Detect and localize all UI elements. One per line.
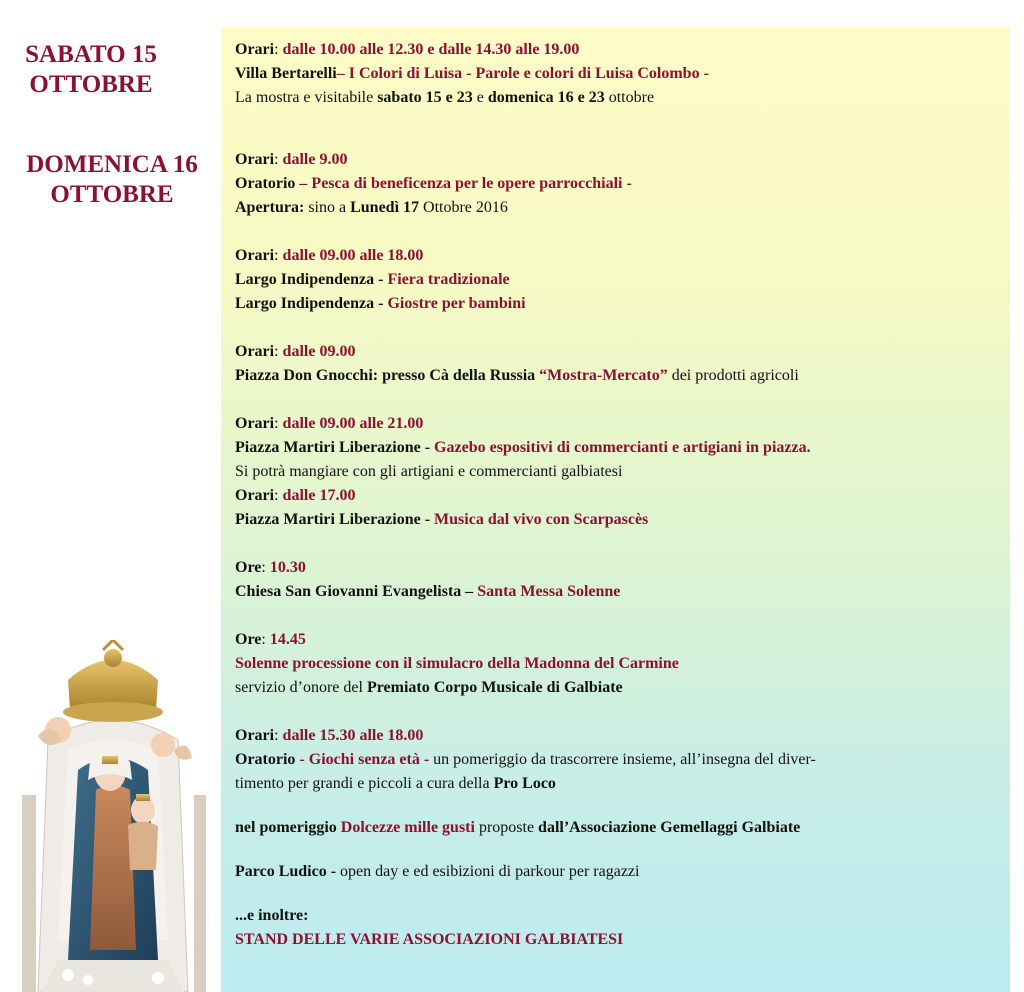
event-line xyxy=(235,172,1010,196)
note-bold: Lunedì 17 xyxy=(350,199,420,216)
note-bold: Premiato Corpo Musicale di Galbiate xyxy=(366,679,623,696)
inoltre-label: ...e inoltre: xyxy=(235,907,309,924)
orari-value: dalle 15.30 alle 18.00 xyxy=(282,727,424,744)
madonna-statue-image xyxy=(8,640,218,992)
ore-label: Ore xyxy=(235,631,262,648)
stand-title: STAND DELLE VARIE ASSOCIAZIONI GALBIATESI xyxy=(235,931,624,948)
note-text: proposte xyxy=(474,819,539,836)
event-note xyxy=(235,772,1010,796)
note-text: e xyxy=(472,89,488,106)
note-bold: domenica 16 e 23 xyxy=(487,89,605,106)
event-title: “Mostra-Mercato” xyxy=(539,367,668,384)
event-place: Parco Ludico - xyxy=(235,863,337,880)
event-place: Oratorio xyxy=(235,175,296,192)
note-text: servizio d’onore del xyxy=(235,679,367,696)
event-place: Oratorio xyxy=(235,751,296,768)
day-heading-line: OTTOBRE xyxy=(50,181,174,208)
event-title: Giostre per bambini xyxy=(387,295,526,312)
event-note xyxy=(235,196,1010,220)
orari-label: Orari xyxy=(235,487,275,504)
event-title: Santa Messa Solenne xyxy=(477,583,621,600)
note-text: La mostra e visitabile xyxy=(235,89,378,106)
note-bold: dall’Associazione Gemellaggi Galbiate xyxy=(538,819,801,836)
orari-value: dalle 17.00 xyxy=(282,487,356,504)
note-text: Si potrà mangiare con gli artigiani e commercianti galbiatesi xyxy=(235,463,623,480)
schedule-line: Orari: dalle 09.00 xyxy=(235,343,356,360)
event-title: – I Colori di Luisa - Parole e colori di Luisa Colombo - xyxy=(336,65,709,82)
event-place: Villa Bertarelli xyxy=(235,65,337,82)
note-bold: sabato 15 e 23 xyxy=(377,89,473,106)
day-heading-line: DOMENICA 16 xyxy=(26,151,198,178)
event-note xyxy=(235,86,1010,110)
event-title: Solenne processione con il simulacro della Madonna del Carmine xyxy=(235,655,679,672)
event-line xyxy=(235,904,1010,928)
event-line xyxy=(235,748,1010,772)
note-text: Ottobre 2016 xyxy=(419,199,508,216)
note-text: open day e ed esibizioni di parkour per ragazzi xyxy=(336,863,640,880)
event-line xyxy=(235,364,1010,388)
day-heading-line: OTTOBRE xyxy=(29,71,153,98)
schedule-line: Ore: 10.30 xyxy=(235,559,306,576)
note-text: sino a xyxy=(304,199,351,216)
note-text: ottobre xyxy=(604,89,655,106)
day-heading-sunday xyxy=(6,150,218,210)
orari-label: Orari xyxy=(235,727,275,744)
orari-value: dalle 10.00 alle 12.30 e dalle 14.30 alle 19.00 xyxy=(282,41,580,58)
event-line xyxy=(235,652,1010,676)
event-note xyxy=(235,460,1010,484)
event-line: Largo Indipendenza - Giostre per bambini xyxy=(235,295,526,312)
orari-value: dalle 09.00 alle 18.00 xyxy=(282,247,424,264)
apertura-label: Apertura: xyxy=(235,199,305,216)
event-title: Musica dal vivo con Scarpascès xyxy=(434,511,649,528)
orari-label: Orari xyxy=(235,41,275,58)
day-heading-line: SABATO 15 xyxy=(25,41,157,68)
day-heading-saturday xyxy=(6,40,176,100)
event-line: Chiesa San Giovanni Evangelista – Santa Messa Solenne xyxy=(235,583,621,600)
event-line: Piazza Martiri Liberazione - Gazebo espositivi di commercianti e artigiani in piazza. xyxy=(235,439,811,456)
event-note xyxy=(235,676,1010,700)
orari-label: Orari xyxy=(235,151,275,168)
orari-label: Orari xyxy=(235,247,275,264)
event-place: Largo Indipendenza xyxy=(235,271,375,288)
event-place: Chiesa San Giovanni Evangelista xyxy=(235,583,462,600)
event-title: - Giochi senza età - xyxy=(295,751,434,768)
program-content xyxy=(235,38,1010,952)
orari-value: dalle 09.00 alle 21.00 xyxy=(282,415,424,432)
orari-value: dalle 09.00 xyxy=(282,343,356,360)
schedule-line: Orari: dalle 09.00 alle 18.00 xyxy=(235,247,424,264)
note-text: dei prodotti agricoli xyxy=(667,367,799,384)
event-title: Gazebo espositivi di commercianti e artigiani in piazza. xyxy=(434,439,811,456)
schedule-line: Orari: dalle 09.00 alle 21.00 xyxy=(235,415,424,432)
event-place: Piazza Martiri Liberazione xyxy=(235,511,421,528)
note-text: timento per grandi e piccoli a cura della xyxy=(235,775,494,792)
schedule-line: Orari: dalle 9.00 xyxy=(235,151,348,168)
ore-label: Ore xyxy=(235,559,262,576)
event-title: Fiera tradizionale xyxy=(387,271,510,288)
ore-value: 14.45 xyxy=(269,631,306,648)
schedule-line: Orari: dalle 17.00 xyxy=(235,487,356,504)
event-place: Piazza Martiri Liberazione xyxy=(235,439,421,456)
event-line: Largo Indipendenza - Fiera tradizionale xyxy=(235,271,510,288)
event-place: Largo Indipendenza xyxy=(235,295,375,312)
note-bold: Pro Loco xyxy=(493,775,556,792)
event-line: Piazza Martiri Liberazione - Musica dal vivo con Scarpascès xyxy=(235,511,649,528)
note-bold: nel pomeriggio xyxy=(235,819,341,836)
orari-label: Orari xyxy=(235,343,275,360)
left-column xyxy=(0,0,220,992)
event-title: – Pesca di beneficenza per le opere parrocchiali - xyxy=(295,175,632,192)
event-line xyxy=(235,860,1010,884)
schedule-line: Orari: dalle 15.30 alle 18.00 xyxy=(235,727,424,744)
event-line xyxy=(235,816,1010,840)
note-text: un pomeriggio da trascorrere insieme, all’insegna del diver- xyxy=(433,751,816,768)
orari-label: Orari xyxy=(235,415,275,432)
event-place: Piazza Don Gnocchi: presso Cà della Russia xyxy=(235,367,536,384)
ore-value: 10.30 xyxy=(269,559,306,576)
event-line xyxy=(235,62,1010,86)
schedule-line: Ore: 14.45 xyxy=(235,631,306,648)
event-title: Dolcezze mille gusti xyxy=(340,819,475,836)
event-line xyxy=(235,928,1010,952)
orari-value: dalle 9.00 xyxy=(282,151,348,168)
schedule-line: Orari: dalle 10.00 alle 12.30 e dalle 14.30 alle 19.00 xyxy=(235,41,580,58)
